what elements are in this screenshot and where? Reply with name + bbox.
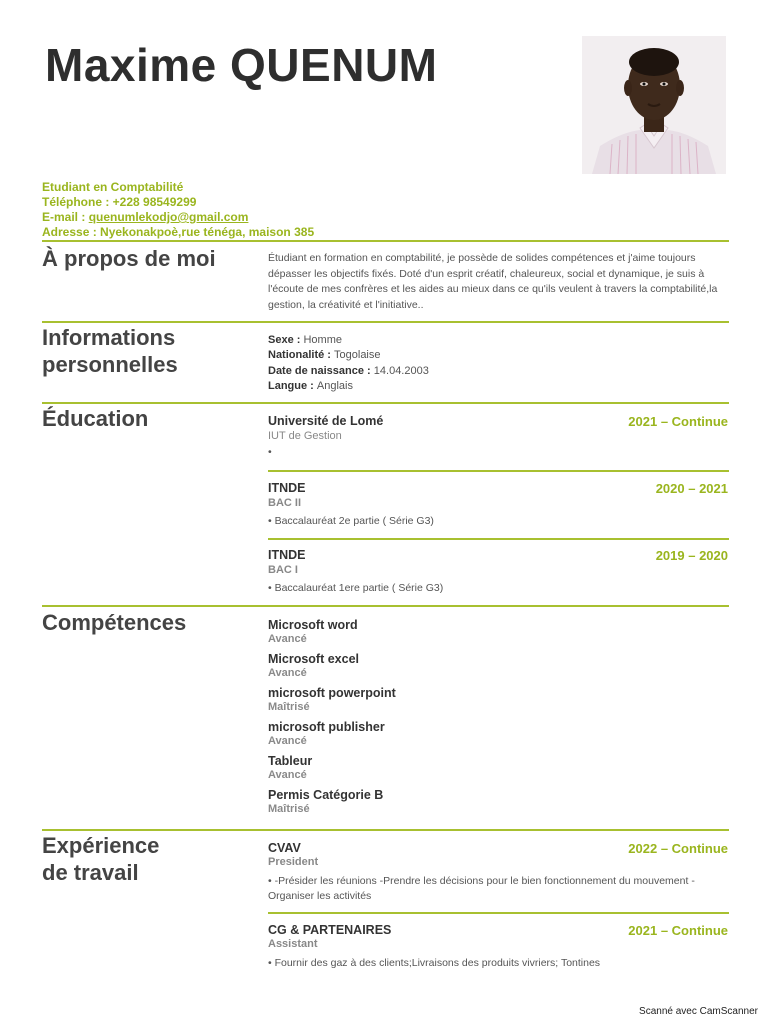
experience-title	[42, 832, 159, 886]
address-line	[42, 225, 314, 240]
about-title: À propos de moi	[42, 246, 216, 271]
education-school: ITNDE	[268, 481, 306, 495]
education-degree: IUT de Gestion	[268, 430, 342, 442]
contact-block	[42, 180, 314, 240]
experience-role: Assistant	[268, 938, 318, 950]
entry-divider	[268, 470, 729, 472]
phone-value: +228 98549299	[112, 195, 197, 209]
education-school: Université de Lomé	[268, 414, 384, 428]
language-row	[268, 379, 429, 394]
section-divider	[42, 605, 729, 607]
entry-divider	[268, 538, 729, 540]
skill-name: microsoft publisher	[268, 720, 385, 734]
personal-title-line2: personnelles	[42, 352, 178, 377]
job-title: Etudiant en Comptabilité	[42, 180, 184, 194]
birthdate-label: Date de naissance :	[268, 364, 374, 377]
language-value: Anglais	[316, 379, 353, 392]
nationality-label: Nationalité :	[268, 349, 335, 362]
skill-level: Avancé	[268, 769, 307, 781]
skill-level: Avancé	[268, 735, 307, 747]
phone-line	[42, 195, 314, 210]
sex-row	[268, 333, 429, 348]
skill-name: Tableur	[268, 754, 313, 768]
skill-name: Microsoft word	[268, 618, 358, 632]
personal-title-line1: Informations	[42, 325, 176, 350]
experience-title-line1: Expérience	[42, 833, 160, 858]
skill-level: Avancé	[268, 667, 307, 679]
birthdate-value: 14.04.2003	[373, 364, 429, 377]
profile-photo	[582, 36, 726, 174]
experience-date: 2022 – Continue	[628, 841, 728, 856]
education-date: 2021 – Continue	[628, 414, 728, 429]
education-date: 2019 – 2020	[655, 548, 728, 563]
experience-date: 2021 – Continue	[628, 923, 728, 938]
experience-role: President	[268, 856, 319, 868]
section-divider	[42, 321, 729, 323]
education-degree: BAC II	[268, 497, 301, 509]
section-divider	[42, 240, 729, 242]
skills-title: Compétences	[42, 610, 187, 635]
candidate-name: Maxime QUENUM	[45, 39, 438, 91]
about-text: Étudiant en formation en comptabilité, je possède de solides compétences et j'aime toujours dépasser les objectifs fixés. Doté d'un esprit créatif, chaleureux, social et dynamique, je suis à l'écoute de mes confrères et les aides au mieux dans ce qu'ils veulent à travers la comptabilité,la gestion, la créativité et l'initiative..	[268, 252, 718, 311]
experience-description: • Fournir des gaz à des clients;Livraisons des produits vivriers; Tontines	[268, 957, 601, 969]
skill-name: microsoft powerpoint	[268, 686, 396, 700]
experience-title-line2: de travail	[42, 860, 139, 885]
email-link[interactable]: quenumlekodjo@gmail.com	[88, 210, 249, 224]
email-line	[42, 210, 314, 225]
nationality-value: Togolaise	[334, 349, 381, 362]
section-divider	[42, 829, 729, 831]
address-value: Nyekonakpoè,rue ténéga, maison 385	[100, 225, 315, 239]
section-divider	[42, 402, 729, 404]
education-date: 2020 – 2021	[655, 481, 728, 496]
experience-org: CG & PARTENAIRES	[268, 923, 392, 937]
education-school: ITNDE	[268, 548, 306, 562]
education-degree: BAC I	[268, 564, 298, 576]
phone-label: Téléphone :	[42, 195, 113, 209]
experience-description: • -Présider les réunions -Prendre les décisions pour le bien fonctionnement du mouvement -Organiser les activités	[268, 875, 695, 902]
entry-divider	[268, 912, 729, 914]
skill-name: Microsoft excel	[268, 652, 360, 666]
sex-value: Homme	[303, 334, 342, 346]
skill-name: Permis Catégorie B	[268, 788, 384, 802]
education-title: Éducation	[42, 406, 149, 431]
sex-label: Sexe :	[268, 334, 304, 346]
skill-level: Maîtrisé	[268, 803, 310, 815]
education-description: • Baccalauréat 2e partie ( Série G3)	[268, 515, 434, 527]
personal-info	[268, 333, 429, 394]
personal-title	[42, 324, 178, 378]
experience-org: CVAV	[268, 841, 301, 855]
nationality-row	[268, 348, 429, 363]
email-label: E-mail :	[42, 210, 89, 224]
language-label: Langue :	[268, 379, 317, 392]
skill-level: Avancé	[268, 633, 307, 645]
education-description: • Baccalauréat 1ere partie ( Série G3)	[268, 582, 444, 594]
skill-level: Maîtrisé	[268, 701, 310, 713]
scanner-watermark: Scanné avec CamScanner	[639, 1006, 758, 1017]
birthdate-row	[268, 364, 429, 379]
address-label: Adresse :	[42, 225, 101, 239]
education-description: •	[268, 446, 272, 458]
